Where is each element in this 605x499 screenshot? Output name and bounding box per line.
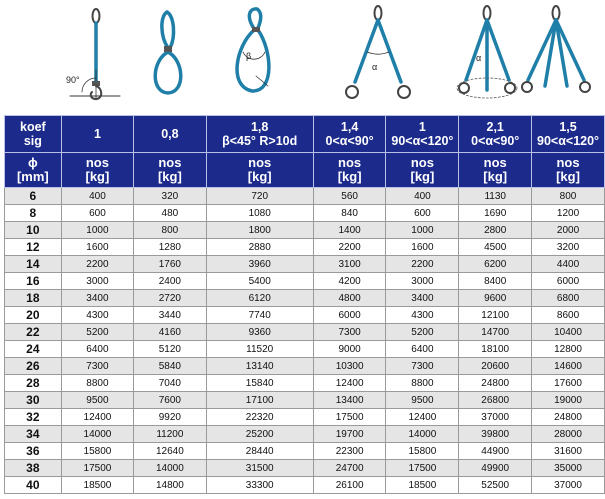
beta-label: β <box>246 51 252 61</box>
load-value-cell: 13400 <box>313 392 386 409</box>
diameter-cell: 38 <box>5 460 62 477</box>
diameter-cell: 20 <box>5 307 62 324</box>
load-value-cell: 4300 <box>61 307 133 324</box>
load-value-cell: 9600 <box>459 290 532 307</box>
factor-value: 1,8 <box>250 120 269 134</box>
load-value-cell: 320 <box>134 188 206 205</box>
load-value-cell: 37000 <box>459 409 532 426</box>
load-value-cell: 12400 <box>313 375 386 392</box>
load-value-cell: 17100 <box>206 392 313 409</box>
table-row <box>5 375 605 392</box>
table-row <box>5 392 605 409</box>
diameter-cell: 36 <box>5 443 62 460</box>
diameter-cell: 26 <box>5 358 62 375</box>
angle-90-label: 90° <box>66 75 80 85</box>
alpha-label-multi-leg: α <box>476 53 482 63</box>
load-label: nos <box>410 155 434 170</box>
load-value-cell: 25200 <box>206 426 313 443</box>
load-value-cell: 6000 <box>532 273 605 290</box>
unit-header-cell <box>61 153 133 188</box>
load-value-cell: 2400 <box>134 273 206 290</box>
unit-label: [kg] <box>337 169 362 184</box>
factor-header-7 <box>532 116 605 153</box>
load-value-cell: 49900 <box>459 460 532 477</box>
load-value-cell: 5400 <box>206 273 313 290</box>
load-value-cell: 26100 <box>313 477 386 494</box>
load-value-cell: 15800 <box>386 443 459 460</box>
unit-header-cell <box>459 153 532 188</box>
load-value-cell: 19700 <box>313 426 386 443</box>
load-value-cell: 4160 <box>134 324 206 341</box>
unit-header-cell <box>134 153 206 188</box>
load-value-cell: 24800 <box>459 375 532 392</box>
load-value-cell: 10300 <box>313 358 386 375</box>
load-value-cell: 18500 <box>61 477 133 494</box>
load-value-cell: 9000 <box>313 341 386 358</box>
table-row <box>5 205 605 222</box>
load-value-cell: 6120 <box>206 290 313 307</box>
load-value-cell: 8800 <box>61 375 133 392</box>
load-value-cell: 6800 <box>532 290 605 307</box>
safety-factor-row <box>5 116 605 153</box>
load-value-cell: 17600 <box>532 375 605 392</box>
load-value-cell: 17500 <box>313 409 386 426</box>
load-value-cell: 560 <box>313 188 386 205</box>
angle-condition: 0<α<90° <box>325 134 374 148</box>
load-value-cell: 4200 <box>313 273 386 290</box>
load-value-cell: 2200 <box>386 256 459 273</box>
single-leg-sling-diagram <box>70 9 120 100</box>
alpha-label-two-leg: α <box>372 62 378 72</box>
load-value-cell: 2200 <box>313 239 386 256</box>
diameter-cell: 30 <box>5 392 62 409</box>
table-row <box>5 188 605 205</box>
load-value-cell: 31600 <box>532 443 605 460</box>
load-value-cell: 5200 <box>61 324 133 341</box>
table-row <box>5 443 605 460</box>
load-value-cell: 3000 <box>386 273 459 290</box>
load-value-cell: 2000 <box>532 222 605 239</box>
load-value-cell: 1130 <box>459 188 532 205</box>
diameter-unit: [mm] <box>16 169 49 184</box>
load-value-cell: 14600 <box>532 358 605 375</box>
factor-header-4 <box>313 116 386 153</box>
factor-value: 2,1 <box>486 120 504 134</box>
table-row <box>5 324 605 341</box>
coef-label: koef <box>20 120 46 134</box>
load-value-cell: 26800 <box>459 392 532 409</box>
factor-value: 1 <box>418 120 426 134</box>
angle-condition: β<45° R>10d <box>222 134 298 148</box>
load-value-cell: 4300 <box>386 307 459 324</box>
diameter-cell: 12 <box>5 239 62 256</box>
load-value-cell: 400 <box>61 188 133 205</box>
unit-header-cell <box>206 153 313 188</box>
load-value-cell: 19000 <box>532 392 605 409</box>
table-row <box>5 273 605 290</box>
load-value-cell: 3200 <box>532 239 605 256</box>
load-value-cell: 800 <box>532 188 605 205</box>
load-value-cell: 1690 <box>459 205 532 222</box>
load-value-cell: 6400 <box>386 341 459 358</box>
load-value-cell: 12800 <box>532 341 605 358</box>
two-leg-sling-diagram <box>346 6 410 98</box>
angle-condition: 90<α<120° <box>391 134 454 148</box>
load-value-cell: 8600 <box>532 307 605 324</box>
load-value-cell: 18100 <box>459 341 532 358</box>
load-value-cell: 12100 <box>459 307 532 324</box>
load-value-cell: 5120 <box>134 341 206 358</box>
factor-header-6 <box>459 116 532 153</box>
load-value-cell: 24700 <box>313 460 386 477</box>
load-value-cell: 14000 <box>61 426 133 443</box>
unit-label: [kg] <box>85 169 110 184</box>
load-value-cell: 7740 <box>206 307 313 324</box>
load-value-cell: 600 <box>61 205 133 222</box>
load-label: nos <box>556 155 580 170</box>
load-value-cell: 1800 <box>206 222 313 239</box>
load-label: nos <box>158 155 182 170</box>
table-row <box>5 426 605 443</box>
diameter-header-cell <box>5 153 62 188</box>
load-value-cell: 4500 <box>459 239 532 256</box>
load-value-cell: 14000 <box>386 426 459 443</box>
load-value-cell: 24800 <box>532 409 605 426</box>
load-value-cell: 14700 <box>459 324 532 341</box>
unit-header-cell <box>313 153 386 188</box>
load-value-cell: 14000 <box>134 460 206 477</box>
load-value-cell: 35000 <box>532 460 605 477</box>
load-value-cell: 3400 <box>386 290 459 307</box>
load-value-cell: 28000 <box>532 426 605 443</box>
load-value-cell: 28440 <box>206 443 313 460</box>
load-value-cell: 12400 <box>386 409 459 426</box>
unit-label: [kg] <box>157 169 182 184</box>
load-value-cell: 720 <box>206 188 313 205</box>
load-value-cell: 39800 <box>459 426 532 443</box>
load-value-cell: 2200 <box>61 256 133 273</box>
load-value-cell: 800 <box>134 222 206 239</box>
load-label: nos <box>483 155 507 170</box>
diameter-cell: 28 <box>5 375 62 392</box>
angle-condition: 90<α<120° <box>537 134 600 148</box>
load-value-cell: 18500 <box>386 477 459 494</box>
unit-label: [kg] <box>483 169 508 184</box>
load-value-cell: 600 <box>386 205 459 222</box>
load-label: nos <box>338 155 362 170</box>
unit-row <box>5 153 605 188</box>
load-value-cell: 44900 <box>459 443 532 460</box>
factor-value: 1,5 <box>559 120 577 134</box>
factor-header-2 <box>134 116 206 153</box>
load-value-cell: 3960 <box>206 256 313 273</box>
load-value-cell: 1760 <box>134 256 206 273</box>
unit-header-cell <box>532 153 605 188</box>
load-value-cell: 5200 <box>386 324 459 341</box>
table-row <box>5 222 605 239</box>
load-value-cell: 1600 <box>61 239 133 256</box>
sling-load-capacity-table <box>4 115 605 494</box>
load-value-cell: 20600 <box>459 358 532 375</box>
three-leg-sling-diagram <box>457 6 517 98</box>
load-value-cell: 9500 <box>386 392 459 409</box>
load-value-cell: 17500 <box>61 460 133 477</box>
load-value-cell: 6200 <box>459 256 532 273</box>
load-value-cell: 7300 <box>61 358 133 375</box>
diameter-symbol: ϕ <box>27 155 38 170</box>
load-value-cell: 8400 <box>459 273 532 290</box>
load-value-cell: 11520 <box>206 341 313 358</box>
diameter-cell: 40 <box>5 477 62 494</box>
load-value-cell: 1000 <box>61 222 133 239</box>
diameter-cell: 14 <box>5 256 62 273</box>
table-row <box>5 307 605 324</box>
diameter-cell: 8 <box>5 205 62 222</box>
unit-label: [kg] <box>556 169 580 184</box>
coef-header-cell <box>5 116 62 153</box>
four-leg-sling-diagram <box>522 6 590 92</box>
factor-value: 1 <box>93 127 101 141</box>
load-value-cell: 6400 <box>61 341 133 358</box>
diameter-cell: 6 <box>5 188 62 205</box>
table-row <box>5 477 605 494</box>
diameter-cell: 24 <box>5 341 62 358</box>
load-value-cell: 31500 <box>206 460 313 477</box>
table-row <box>5 239 605 256</box>
load-value-cell: 12640 <box>134 443 206 460</box>
table-row <box>5 290 605 307</box>
angle-condition: 0<α<90° <box>471 134 520 148</box>
table-row <box>5 460 605 477</box>
unit-label: [kg] <box>410 169 435 184</box>
factor-value: 1,4 <box>340 120 359 134</box>
load-value-cell: 840 <box>313 205 386 222</box>
load-value-cell: 8800 <box>386 375 459 392</box>
load-value-cell: 9920 <box>134 409 206 426</box>
choker-sling-diagram <box>237 9 269 91</box>
diameter-cell: 16 <box>5 273 62 290</box>
load-value-cell: 4400 <box>532 256 605 273</box>
load-value-cell: 2720 <box>134 290 206 307</box>
load-label: nos <box>85 155 109 170</box>
load-value-cell: 3100 <box>313 256 386 273</box>
load-value-cell: 10400 <box>532 324 605 341</box>
factor-header-5 <box>386 116 459 153</box>
table-row <box>5 358 605 375</box>
load-value-cell: 9500 <box>61 392 133 409</box>
load-value-cell: 4800 <box>313 290 386 307</box>
load-value-cell: 400 <box>386 188 459 205</box>
diameter-cell: 10 <box>5 222 62 239</box>
load-value-cell: 480 <box>134 205 206 222</box>
endless-loop-sling-diagram <box>155 12 181 93</box>
load-value-cell: 1280 <box>134 239 206 256</box>
load-value-cell: 1080 <box>206 205 313 222</box>
load-value-cell: 7300 <box>386 358 459 375</box>
load-value-cell: 14800 <box>134 477 206 494</box>
factor-value: 0,8 <box>161 127 179 141</box>
load-value-cell: 33300 <box>206 477 313 494</box>
factor-header-3 <box>206 116 313 153</box>
load-value-cell: 7040 <box>134 375 206 392</box>
sling-configuration-diagrams <box>0 0 605 114</box>
load-value-cell: 17500 <box>386 460 459 477</box>
load-value-cell: 12400 <box>61 409 133 426</box>
load-value-cell: 7300 <box>313 324 386 341</box>
unit-label: [kg] <box>247 169 272 184</box>
table-row <box>5 341 605 358</box>
load-value-cell: 3400 <box>61 290 133 307</box>
table-row <box>5 409 605 426</box>
load-value-cell: 52500 <box>459 477 532 494</box>
load-value-cell: 1600 <box>386 239 459 256</box>
load-value-cell: 15800 <box>61 443 133 460</box>
diameter-cell: 34 <box>5 426 62 443</box>
load-table-body <box>5 188 605 494</box>
diameter-cell: 18 <box>5 290 62 307</box>
diameter-cell: 22 <box>5 324 62 341</box>
diameter-cell: 32 <box>5 409 62 426</box>
load-value-cell: 37000 <box>532 477 605 494</box>
table-row <box>5 256 605 273</box>
load-value-cell: 3440 <box>134 307 206 324</box>
load-value-cell: 6000 <box>313 307 386 324</box>
load-value-cell: 15840 <box>206 375 313 392</box>
load-value-cell: 5840 <box>134 358 206 375</box>
load-value-cell: 22300 <box>313 443 386 460</box>
load-value-cell: 7600 <box>134 392 206 409</box>
load-value-cell: 22320 <box>206 409 313 426</box>
unit-header-cell <box>386 153 459 188</box>
load-value-cell: 9360 <box>206 324 313 341</box>
sig-label: sig <box>23 134 42 148</box>
load-label: nos <box>248 155 272 170</box>
load-value-cell: 2800 <box>459 222 532 239</box>
load-value-cell: 1400 <box>313 222 386 239</box>
load-value-cell: 2880 <box>206 239 313 256</box>
load-value-cell: 13140 <box>206 358 313 375</box>
load-value-cell: 1200 <box>532 205 605 222</box>
load-value-cell: 11200 <box>134 426 206 443</box>
factor-header-1 <box>61 116 133 153</box>
load-value-cell: 3000 <box>61 273 133 290</box>
load-value-cell: 1000 <box>386 222 459 239</box>
